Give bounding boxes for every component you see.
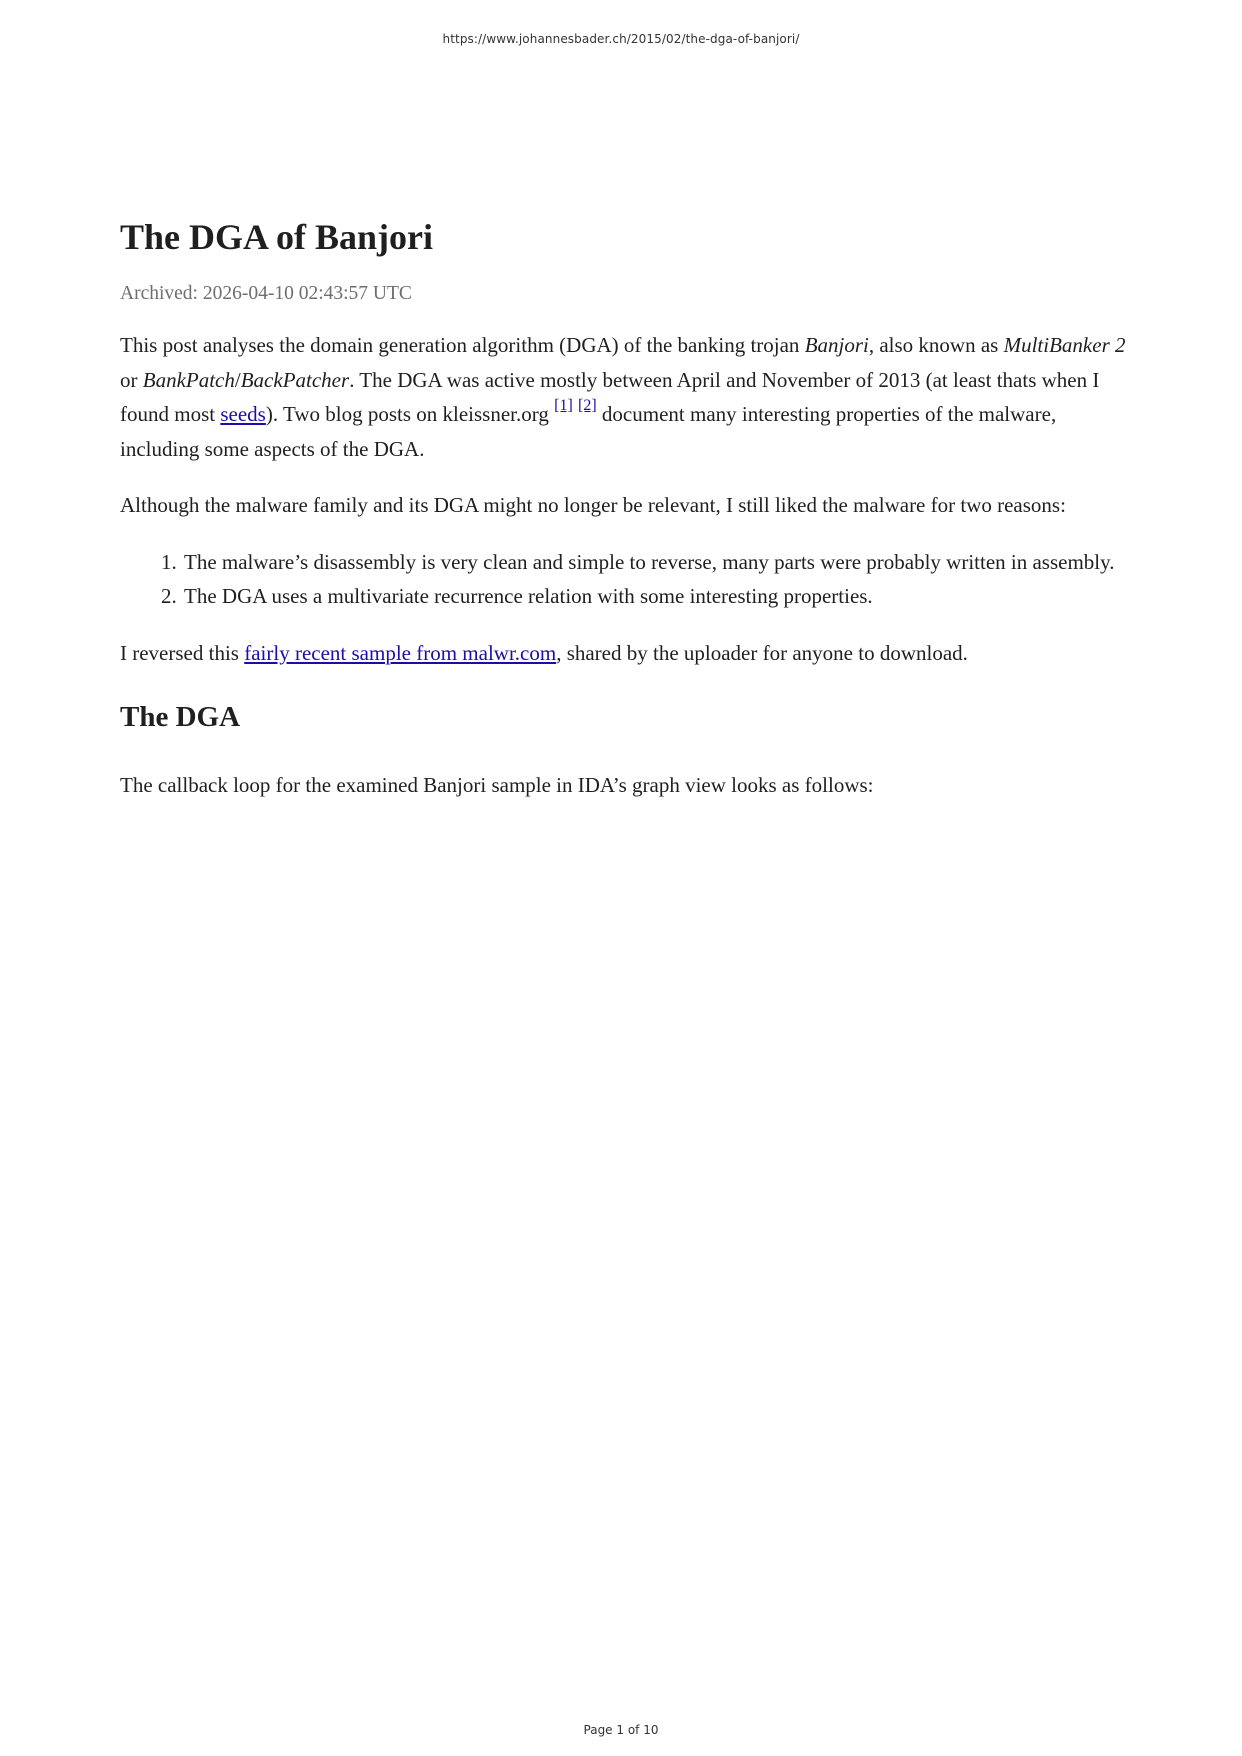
seeds-link[interactable]: seeds [220, 402, 266, 426]
intro-text-2: , also known as [868, 333, 1004, 357]
intro-text-6: ). Two blog posts on kleissner.org [265, 402, 555, 426]
footnote-link-2[interactable]: [2] [578, 397, 597, 414]
intro-text-5: . The DGA was active mostly between April and November of 2013 (at least thats when I found most [120, 367, 1100, 426]
intro-em-bankpatch: BankPatch [142, 367, 235, 392]
callback-paragraph: The callback loop for the examined Banjori sample in IDA’s graph view looks as follows: [120, 773, 874, 797]
list-item: 1. The malware’s disassembly is very clean and simple to reverse, many parts were probably written in assembly. [182, 545, 1130, 580]
intro-text-3: or [120, 367, 143, 392]
intro-text-7: document many interesting properties of the malware, including some aspects of the DGA. [120, 402, 1057, 461]
section-heading-the-dga: The DGA [120, 701, 241, 733]
archived-timestamp: Archived: 2026-04-10 02:43:57 UTC [120, 283, 412, 304]
sample-text-2: , shared by the uploader for anyone to download. [556, 640, 968, 665]
sample-paragraph [120, 636, 1130, 671]
page-url-header: https://www.johannesbader.ch/2015/02/the-dga-of-banjori/ [442, 32, 800, 46]
footnote-link-1[interactable]: [1] [554, 397, 573, 414]
reasons-intro-paragraph: Although the malware family and its DGA might no longer be relevant, I still liked the malware for two reasons: [120, 493, 1066, 517]
intro-em-multibanker: MultiBanker 2 [1003, 333, 1126, 357]
list-item: 2. The DGA uses a multivariate recurrence relation with some interesting properties. [182, 579, 1130, 614]
footnote-ref-1 [554, 397, 573, 414]
article-body [120, 212, 1130, 803]
intro-text-4: / [234, 367, 241, 392]
reasons-list [120, 545, 1130, 614]
intro-paragraph [120, 328, 1130, 466]
intro-text-1: This post analyses the domain generation algorithm (DGA) of the banking trojan [120, 333, 805, 357]
intro-em-banjori: Banjori [804, 333, 869, 357]
page-number-footer: Page 1 of 10 [583, 1723, 659, 1737]
malwr-sample-link[interactable]: fairly recent sample from malwr.com [244, 640, 557, 665]
sample-text-1: I reversed this [120, 640, 245, 665]
footnote-ref-2 [578, 397, 597, 414]
intro-em-backpatcher: BackPatcher [240, 367, 350, 392]
page-title: The DGA of Banjori [120, 217, 434, 257]
